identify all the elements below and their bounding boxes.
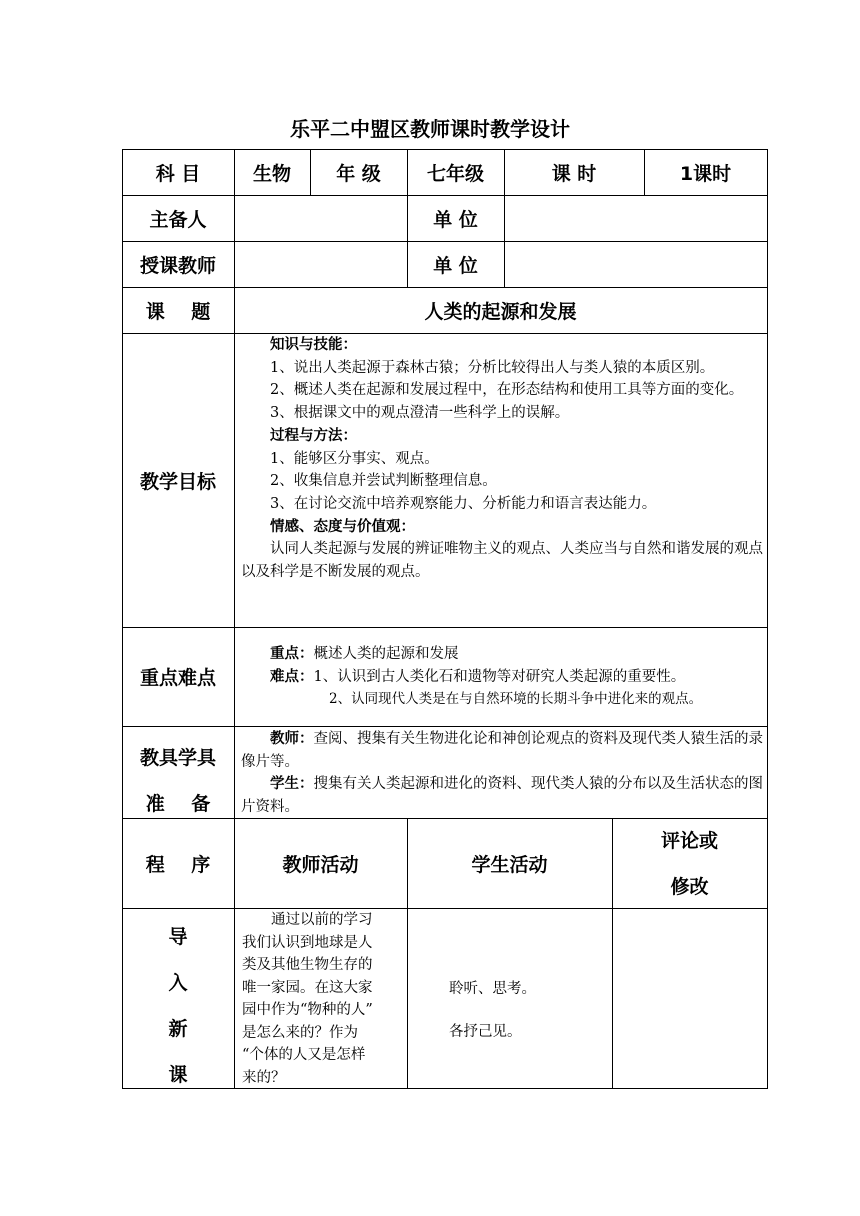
intro-step-char: 课 (168, 1064, 188, 1086)
intro-student-2: 各抒己见。 (449, 1024, 522, 1040)
goal-e1: 认同人类起源与发展的辨证唯物主义的观点、人类应当与自然和谐发展的观点以及科学是不断发展的观点。 (241, 541, 763, 581)
intro-teacher-line: 园中作为“物种的人” (242, 1002, 373, 1018)
process-title: 过程与方法： (270, 427, 357, 444)
intro-teacher-line: 是怎么来的？作为 (242, 1024, 358, 1041)
knowledge-title: 知识与技能： (270, 337, 357, 353)
keypoints-content (241, 643, 765, 711)
tools-label-line1: 教具学具 (139, 747, 216, 769)
emotion-title: 情感、态度与价值观： (270, 518, 415, 535)
table-border (122, 726, 768, 727)
intro-teacher-activity (242, 909, 406, 1089)
goal-p1: 1、能够区分事实、观点。 (270, 450, 439, 467)
col-comment-line1: 评论或 (660, 830, 718, 852)
focus-title: 重点： (270, 646, 314, 662)
intro-teacher-line: 唯一家园。在这大家 (242, 979, 373, 996)
difficulty-2: 2、认同现代人类是在与自然环境的长期斗争中进化来的观点。 (329, 691, 703, 708)
tools-teacher-text: 查阅、搜集有关生物进化论和神创论观点的资料及现代类人猿生活的录像片等。 (241, 731, 763, 770)
intro-teacher-line: 类及其他生物生存的 (242, 957, 373, 973)
teacher-label: 授课教师 (139, 254, 216, 277)
table-border (767, 149, 768, 1089)
teacher-unit-label: 单 位 (433, 254, 478, 277)
page-title: 乐平二中盟区教师课时教学设计 (290, 117, 570, 141)
grade-value: 七年级 (426, 162, 484, 185)
goal-k3: 3、根据课文中的观点澄清一些科学上的误解。 (270, 405, 570, 422)
difficulty-title: 难点： (270, 668, 314, 685)
col-procedure: 程 序 (145, 853, 211, 876)
intro-teacher-line: 我们认识到地球是人 (242, 934, 373, 951)
goals-label: 教学目标 (139, 470, 216, 493)
intro-teacher-line: “个体的人又是怎样 (242, 1047, 366, 1063)
intro-student-1: 聆听、思考。 (449, 981, 536, 997)
col-comment-line2: 修改 (670, 876, 709, 898)
tools-label (122, 735, 234, 827)
col-comment (612, 818, 767, 910)
intro-step-char: 新 (168, 1018, 188, 1040)
tools-student-title: 学生： (270, 776, 314, 793)
period-label: 课 时 (551, 162, 597, 185)
tools-content (241, 728, 763, 819)
prep-unit-label: 单 位 (433, 208, 478, 231)
topic-value: 人类的起源和发展 (424, 300, 577, 323)
intro-step (122, 914, 234, 1098)
focus-text: 概述人类的起源和发展 (313, 646, 459, 662)
goals-content (241, 334, 763, 584)
period-value: 1课时 (679, 162, 732, 185)
tools-label-line2: 准 备 (145, 793, 211, 815)
subject-value: 生物 (252, 162, 291, 185)
tools-student-text: 搜集有关人类起源和进化的资料、现代类人猿的分布以及生活状态的图片资料。 (241, 776, 763, 816)
col-student-activity: 学生活动 (471, 853, 548, 876)
goal-p3: 3、在讨论交流中培养观察能力、分析能力和语言表达能力。 (270, 495, 657, 512)
goal-k2: 2、概述人类在起源和发展过程中，在形态结构和使用工具等方面的变化。 (270, 382, 744, 399)
subject-label: 科 目 (155, 162, 201, 185)
keypoints-label: 重点难点 (139, 667, 216, 689)
grade-label: 年 级 (336, 162, 381, 185)
col-teacher-activity: 教师活动 (282, 853, 359, 876)
intro-teacher-line: 来的？ (242, 1069, 286, 1086)
tools-teacher-title: 教师： (270, 731, 314, 747)
intro-step-char: 入 (168, 972, 188, 994)
topic-label: 课 题 (145, 300, 211, 323)
prep-label: 主备人 (149, 208, 207, 231)
intro-teacher-line: 通过以前的学习 (271, 912, 373, 928)
intro-step-char: 导 (168, 926, 188, 948)
goal-k1: 1、说出人类起源于森林古猿；分析比较得出人与类人猿的本质区别。 (270, 359, 715, 376)
goal-p2: 2、收集信息并尝试判断整理信息。 (270, 473, 497, 490)
difficulty-1: 1、认识到古人类化石和遗物等对研究人类起源的重要性。 (313, 668, 686, 685)
